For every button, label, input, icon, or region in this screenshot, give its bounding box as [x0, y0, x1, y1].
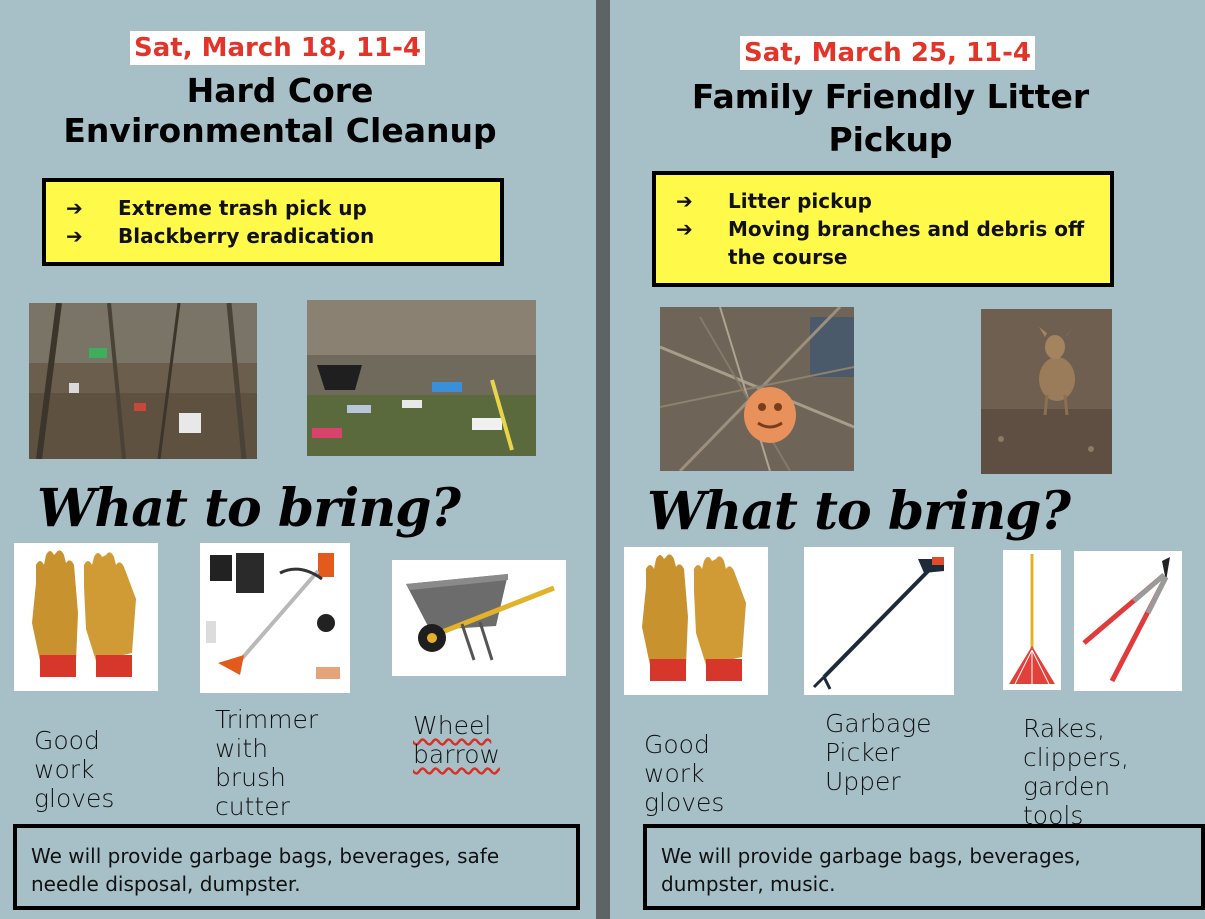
gloves-icon: [624, 547, 768, 695]
arrow-icon: ➔: [66, 196, 83, 220]
grabber-icon: [804, 547, 954, 695]
label-line: gloves: [34, 784, 115, 813]
flyer-right: [610, 0, 1205, 919]
gloves-label: [644, 730, 724, 817]
litter-photo: [660, 307, 854, 471]
provided-items-text: We will provide garbage bags, beverages, safe needle disposal, dumpster.: [31, 844, 500, 896]
event-title-line: Environmental Cleanup: [63, 111, 497, 150]
loppers-icon: [1074, 551, 1182, 691]
trimmer-image: [200, 543, 350, 693]
trash-photo-1: [29, 303, 257, 459]
rake-icon: [1003, 550, 1061, 690]
event-date: Sat, March 18, 11-4: [130, 31, 425, 65]
label-line: Trimmer: [215, 705, 319, 734]
what-to-bring-heading: What to bring?: [647, 481, 1070, 542]
gloves-image: [624, 547, 768, 695]
label-line: brush: [215, 763, 286, 792]
label-line: Upper: [825, 767, 901, 796]
activity-text: Extreme trash pick up: [118, 196, 367, 220]
label-line: work: [34, 755, 95, 784]
provided-items-box: [13, 824, 580, 910]
activity-text: Moving branches and debris off the course: [728, 217, 1085, 269]
label-line: work: [644, 759, 705, 788]
activity-item: [676, 215, 1090, 271]
what-to-bring-heading: What to bring?: [37, 478, 460, 539]
event-title: [20, 71, 540, 151]
label-line: Picker: [825, 738, 900, 767]
label-line: Wheel: [413, 711, 492, 740]
activity-text: Blackberry eradication: [118, 224, 375, 248]
arrow-icon: ➔: [676, 217, 693, 241]
tools-label: [1023, 714, 1129, 830]
flyer-left: [0, 0, 596, 919]
provided-items-text: We will provide garbage bags, beverages, dumpster, music.: [661, 844, 1081, 896]
label-line: Good: [34, 726, 100, 755]
label-line: Rakes,: [1023, 714, 1106, 743]
panel-divider: [596, 0, 610, 919]
activity-item: [66, 194, 480, 222]
gloves-image: [14, 543, 158, 691]
label-line: Good: [644, 730, 710, 759]
loppers-image: [1074, 551, 1182, 691]
event-title-line: Hard Core: [186, 71, 374, 110]
trimmer-icon: [200, 543, 350, 693]
event-title: [628, 75, 1153, 161]
label-line: clippers,: [1023, 743, 1130, 772]
wheelbarrow-image: [392, 560, 566, 676]
provided-items-box: [643, 824, 1205, 910]
grabber-image: [804, 547, 954, 695]
gloves-icon: [14, 543, 158, 691]
activity-item: [676, 187, 1090, 215]
trash-photo-2: [307, 300, 536, 456]
label-line: gloves: [644, 788, 725, 817]
grabber-label: [825, 709, 932, 796]
label-line: with: [215, 734, 269, 763]
event-title-line: Family Friendly Litter: [691, 77, 1090, 116]
arrow-icon: ➔: [676, 189, 693, 213]
wheelbarrow-label: [413, 711, 500, 769]
label-line: garden: [1023, 772, 1111, 801]
activity-item: [66, 222, 480, 250]
rake-image: [1003, 550, 1061, 690]
label-line: tools: [1023, 801, 1084, 830]
label-line: barrow: [413, 740, 500, 769]
activity-list: [652, 171, 1114, 287]
event-title-line: Pickup: [828, 120, 953, 159]
label-line: cutter: [215, 792, 290, 821]
activity-text: Litter pickup: [728, 189, 872, 213]
arrow-icon: ➔: [66, 224, 83, 248]
gloves-label: [34, 726, 114, 813]
wheelbarrow-icon: [392, 560, 566, 676]
label-line: Garbage: [825, 709, 932, 738]
activity-list: [42, 178, 504, 266]
deer-photo: [981, 309, 1112, 474]
event-date: Sat, March 25, 11-4: [740, 36, 1035, 70]
trimmer-label: [215, 705, 318, 821]
